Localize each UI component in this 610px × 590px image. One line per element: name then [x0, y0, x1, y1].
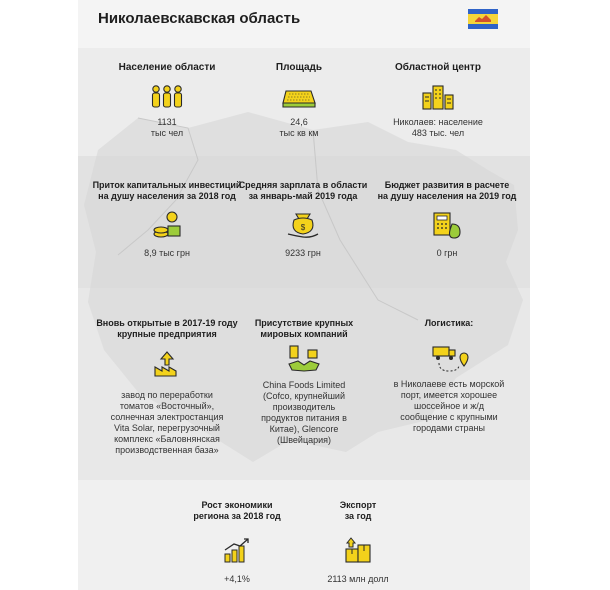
export-boxes-icon: [343, 536, 373, 564]
stat-value: 9233 грн: [285, 248, 321, 258]
stat-header: Рост экономики региона за 2018 год: [193, 500, 281, 521]
infographic-sheet: [78, 0, 530, 590]
stat-new-enterprises: [92, 318, 242, 456]
stat-investment: [92, 180, 242, 259]
stat-value: +4,1%: [224, 574, 250, 584]
stat-world-companies: [242, 318, 366, 446]
factory-growth-icon: [152, 350, 182, 378]
stat-header: Средняя зарплата в области за январь-май 2019 года: [238, 180, 368, 201]
stat-header: Население области: [118, 62, 216, 73]
stat-header: Присутствие крупных мировых компаний: [254, 318, 354, 339]
stat-header: Логистика:: [424, 318, 474, 328]
stat-value: Николаев: население 483 тыс. чел: [393, 117, 483, 138]
stat-logistics: [374, 318, 524, 434]
growth-chart-icon: [222, 536, 252, 564]
coins-investment-icon: [150, 210, 184, 240]
stat-salary: [238, 180, 368, 259]
stat-area: [234, 62, 364, 139]
svg-text:$: $: [300, 223, 306, 232]
stat-value: 8,9 тыс грн: [144, 248, 190, 258]
salary-hand-icon: [286, 210, 320, 240]
stat-header: Площадь: [275, 62, 323, 73]
region-flag-icon: [468, 9, 498, 29]
budget-calculator-icon: [430, 210, 464, 240]
stat-header: Приток капитальных инвестиций на душу населения за 2018 год: [92, 180, 242, 201]
stat-value: завод по переработки томатов «Восточный», солнечная электростанция Vita Solar, перегрузочный комплекс «Баловнянская производственная база»: [110, 390, 224, 455]
land-area-icon: [281, 83, 317, 111]
city-buildings-icon: [420, 83, 456, 111]
stat-header: Экспорт за год: [339, 500, 377, 521]
stat-value: в Николаеве есть морской порт, имеется хорошее шоссейное и ж/д сообщение с крупными городами страны: [393, 379, 505, 433]
handshake-company-icon: [286, 344, 322, 374]
stat-header: Бюджет развития в расчете на душу населения на 2019 год: [377, 180, 517, 201]
logistics-truck-icon: [429, 343, 469, 375]
stat-value: 2113 млн долл: [327, 574, 389, 584]
stat-center: [368, 62, 508, 139]
people-icon: [149, 83, 185, 111]
stat-economic-growth: [172, 500, 302, 585]
stat-population: [102, 62, 232, 139]
stat-value: China Foods Limited (Cofco, крупнейший производитель продуктов питания в Китае), Glencore (Швейцария): [261, 380, 347, 445]
stat-value: 0 грн: [436, 248, 458, 258]
stat-value: 1131 тыс чел: [150, 117, 184, 138]
stat-value: 24,6 тыс кв км: [279, 117, 319, 138]
stat-header: Областной центр: [395, 62, 481, 73]
stat-budget: [372, 180, 522, 259]
stat-export: [298, 500, 418, 585]
stat-header: Вновь открытые в 2017-19 году крупные предприятия: [96, 318, 238, 339]
page-title: Николаевскавская область: [98, 10, 301, 27]
